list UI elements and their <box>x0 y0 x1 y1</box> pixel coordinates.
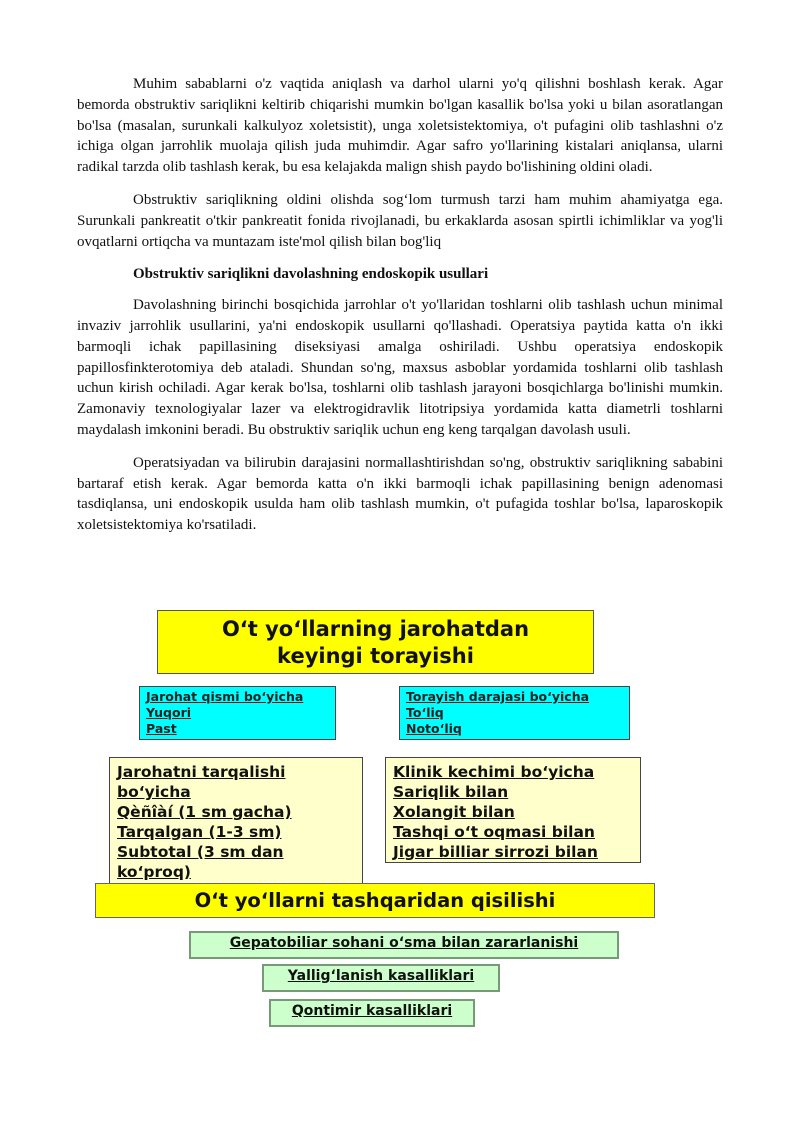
by-course-line: Klinik kechimi bo‘yicha <box>393 763 595 781</box>
external-item-tumor <box>189 931 619 959</box>
by-degree-line: Torayish darajasi bo‘yicha <box>406 689 590 704</box>
by-course-line: Xolangit bilan <box>393 803 515 821</box>
by-degree-line: Noto‘liq <box>406 721 462 736</box>
by-part-line: Past <box>146 721 177 736</box>
by-spread-line: bo‘yicha <box>117 783 191 801</box>
by-spread-line: Tarqalgan (1-3 sm) <box>117 823 282 841</box>
by-degree-line: To‘liq <box>406 705 444 720</box>
by-part-line: Yuqori <box>146 705 192 720</box>
paragraph-prevention: Obstruktiv sariqlikning oldini olishda sog‘lom turmush tarzi ham muhim ahamiyatga ega. Surunkali pankreatit o'tkir pankreatit fonida rivojlanadi, bu erkaklarda asosan spirtli ichimliklar va yog'li ovqatlarni ortiqcha va muntazam iste'mol qilish bilan bog'liq <box>77 191 723 250</box>
paragraph-after-surgery: Operatsiyadan va bilirubin darajasini normallashtirishdan so'ng, obstruktiv sariqlikning sababini bartaraf etish kerak. Agar bemorda katta o'n ikki barmoqli ichak papillasining benign adenomasi tasdiqlansa, uni endoskopik usulda ham olib tashlash mumkin, o't pufagida toshlar bo'lsa, laparoskopik xoletsistektomiya ko'rsatiladi. <box>77 454 723 534</box>
by-course-line: Sariqlik bilan <box>393 783 509 801</box>
by-course-line: Tashqi o‘t oqmasi bilan <box>393 823 595 841</box>
diagram-title-line-2: keyingi torayishi <box>277 644 474 668</box>
by-spread-box <box>109 757 363 887</box>
by-spread-line: Jarohatni tarqalishi <box>117 763 286 781</box>
by-spread-line: ko‘proq) <box>117 863 191 881</box>
paragraph-endoscopic: Davolashning birinchi bosqichida jarrohlar o't yo'llaridan toshlarni olib tashlash uchun minimal invaziv jarrohlik usullarini, ya'ni endoskopik usullarni qo'llashadi. Operatsiya paytida katta o'n ikki barmoqli ichak papillasining diseksiyasi amalga oshiriladi. Ushbu operatsiya endoskopik papillosfinkterotomiya deb ataladi. Shundan so'ng, maxsus asboblar yordamida toshlarni olib tashlash uchun kirish ochiladi. Agar kerak bo'lsa, toshlarni olib tashlash jarayoni bosqichlarga bo'linishi mumkin. Zamonaviy texnologiyalar lazer va elektrogidravlik litotripsiya yordamida katta diametrli toshlarni maydalash imkonini beradi. Bu obstruktiv sariqlik uchun eng keng tarqalgan davolash usuli. <box>77 297 723 438</box>
external-item-blood-disorders <box>269 999 475 1027</box>
by-spread-line: Subtotal (3 sm dan <box>117 843 284 861</box>
section-heading: Obstruktiv sariqlikni davolashning endoskopik usullari <box>133 266 489 283</box>
diagram-title-line-1: O‘t yo‘llarning jarohatdan <box>221 617 530 641</box>
by-degree-box <box>399 686 630 740</box>
by-part-box <box>139 686 336 740</box>
by-part-line: Jarohat qismi bo‘yicha <box>146 689 304 704</box>
external-item-label: Qontimir kasalliklari <box>291 1003 453 1019</box>
external-compression-title: O‘t yo‘llarni tashqaridan qisilishi <box>95 883 655 918</box>
external-item-inflammation <box>262 964 500 992</box>
by-course-box <box>385 757 641 863</box>
document-body <box>77 74 723 548</box>
paragraph-causes: Muhim sabablarni o'z vaqtida aniqlash va darhol ularni yo'q qilishni boshlash kerak. Agar bemorda obstruktiv sariqlikni keltirib chiqarishi mumkin bo'lgan kasallik bo'lsa yoki u bilan asoratlangan bo'lsa (masalan, surunkali kalkulyoz xoletsistit), unga xoletsistektomiya, o't pufagini olib tashlashni o'z ichiga olgan jarrohlik muolaja qilish juda muhimdir. Agar safro yo'llarining kistalari aniqlansa, ularni radikal tarzda olib tashlash kerak, bu esa kelajakda malign shish paydo bo'lishining oldini oladi. <box>77 76 723 176</box>
diagram-title-box <box>157 610 594 674</box>
external-item-label: Gepatobiliar sohani o‘sma bilan zararlanishi <box>229 935 579 951</box>
external-item-label: Yallig‘lanish kasalliklari <box>287 968 475 984</box>
by-spread-line: Qèñîàí (1 sm gacha) <box>117 803 292 821</box>
by-course-line: Jigar billiar sirrozi bilan <box>393 843 598 861</box>
